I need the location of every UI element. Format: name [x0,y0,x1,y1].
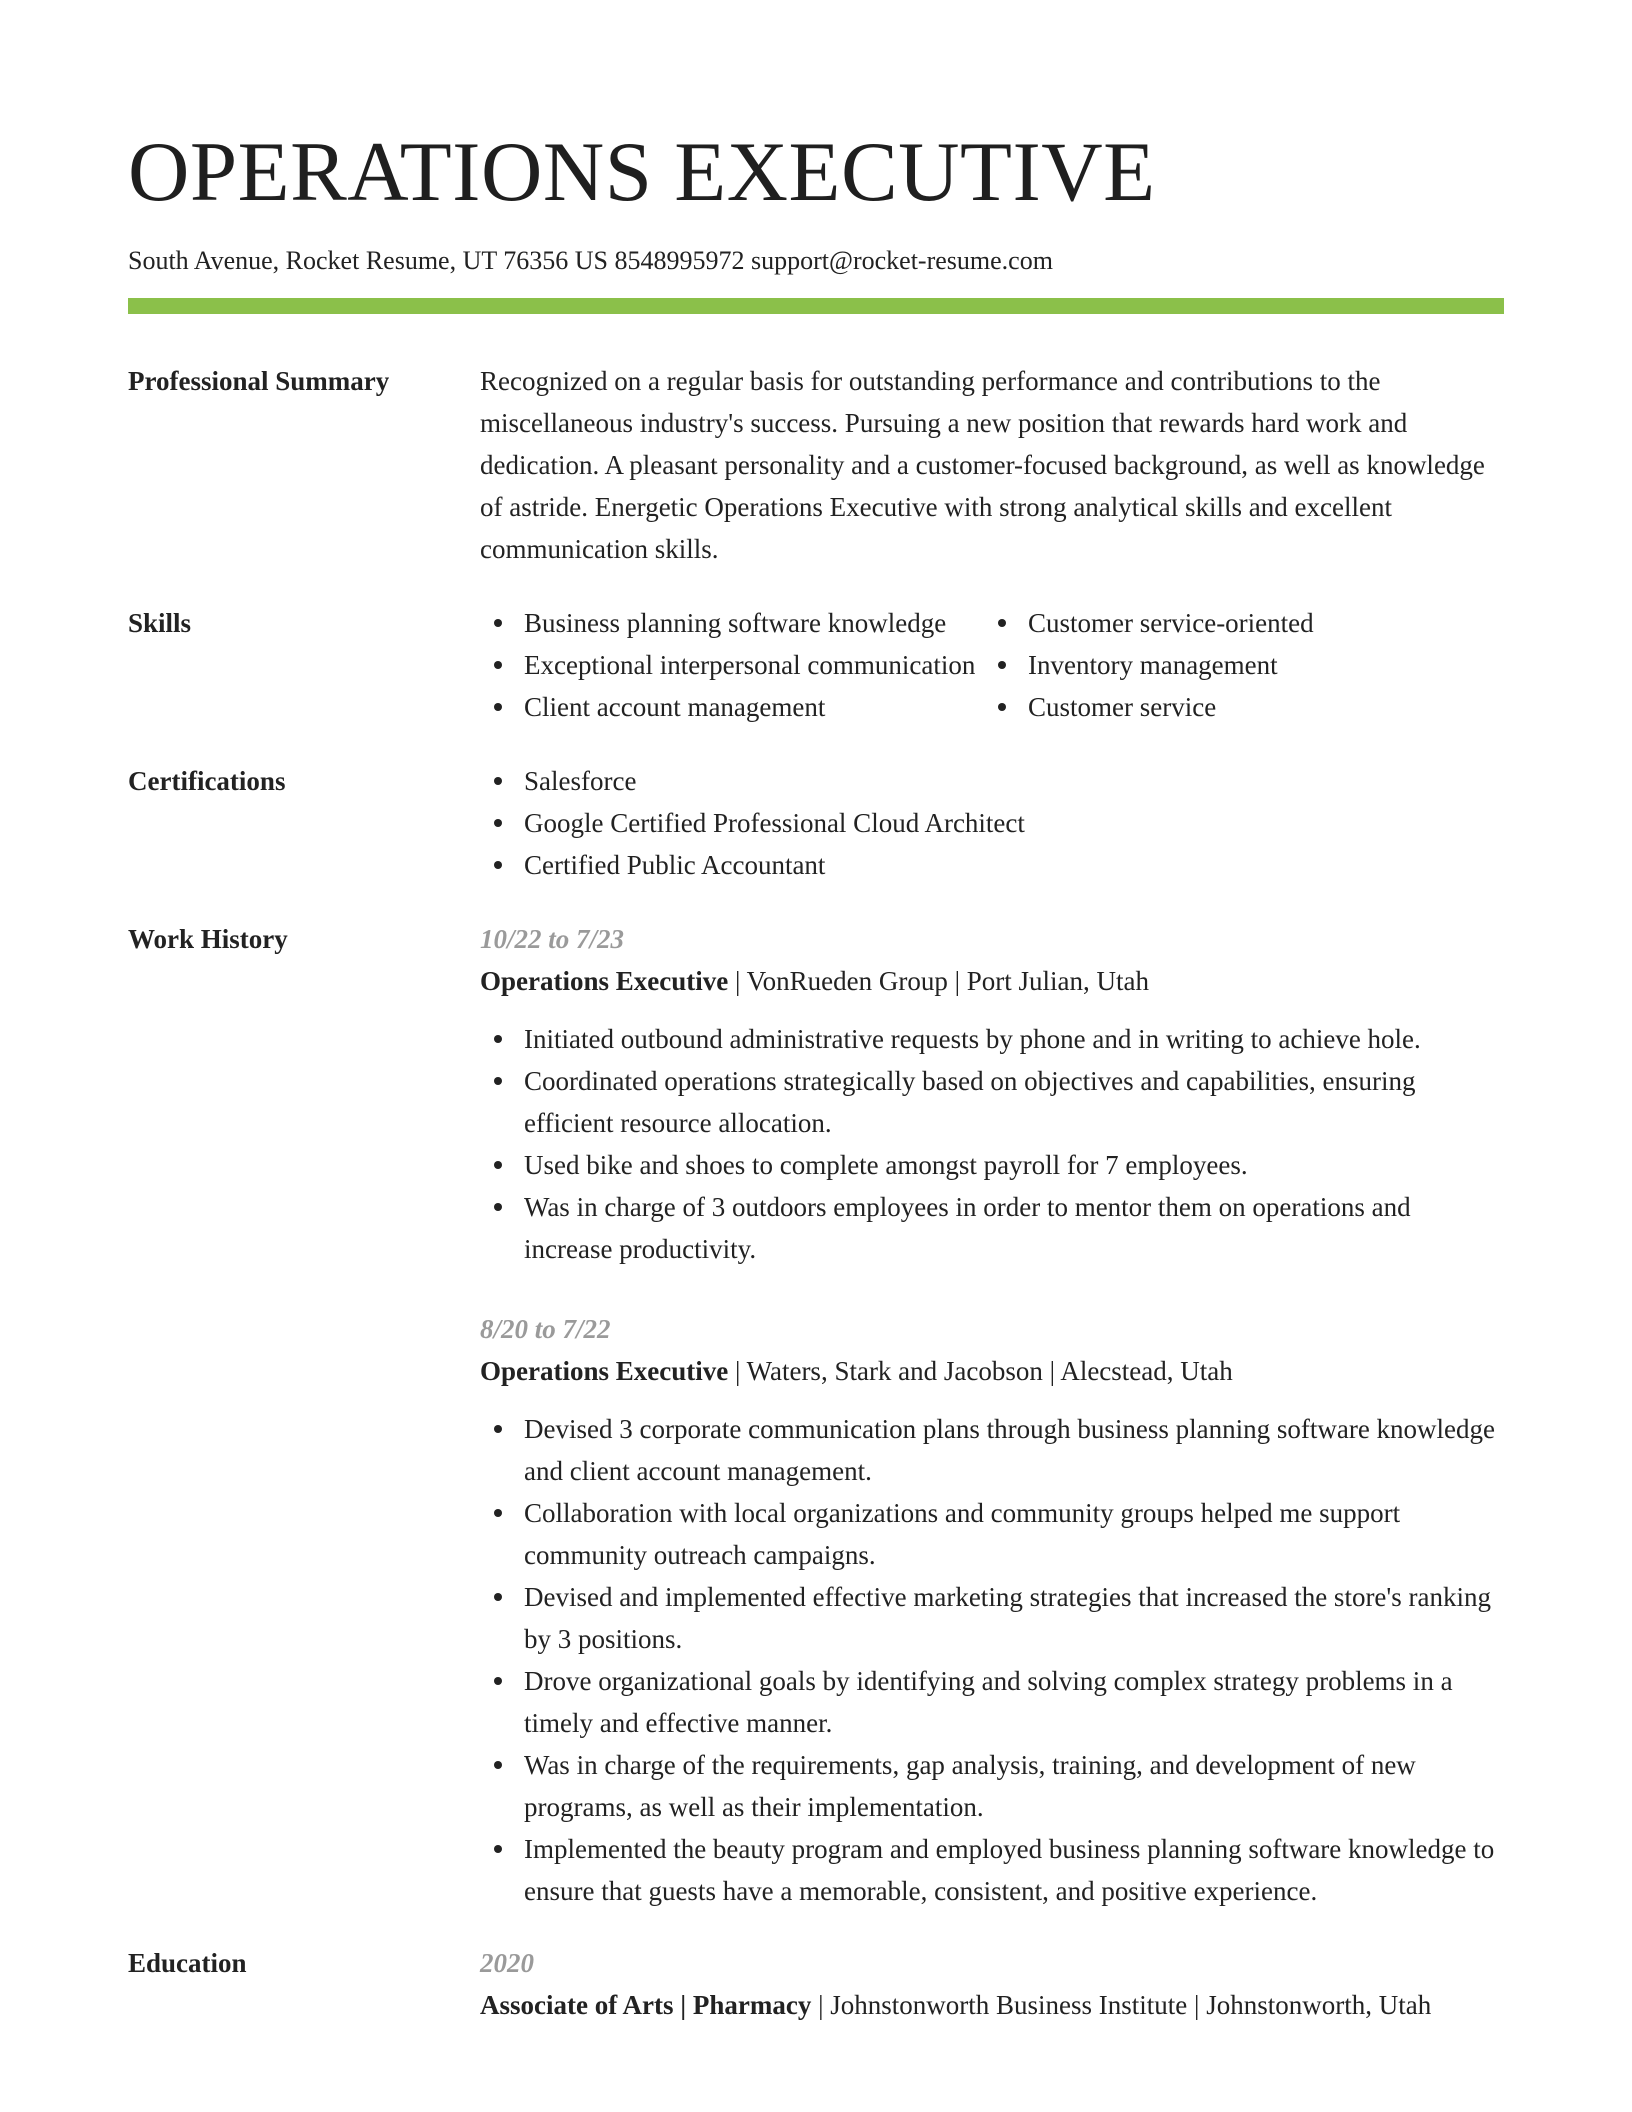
job-bullets [480,1408,1504,1912]
education-year: 2020 [480,1948,534,1978]
job-bullet: Devised 3 corporate communication plans through business planning software knowledge and client account management. [480,1408,1504,1492]
certifications-body [480,760,1504,886]
job-role-line [480,960,1504,1002]
job-bullet: Implemented the beauty program and employed business planning software knowledge to ensure that guests have a memorable, consistent, and positive experience. [480,1828,1504,1912]
resume-name: OPERATIONS EXECUTIVE [128,125,1156,219]
job-role-line [480,1350,1504,1392]
job-bullet: Devised and implemented effective marketing strategies that increased the store's ranking by 3 positions. [480,1576,1504,1660]
skill-item: Customer service-oriented [984,602,1504,644]
job-title: Operations Executive [480,966,729,996]
job-dates: 8/20 to 7/22 [480,1314,611,1344]
job-bullet: Initiated outbound administrative requests by phone and in writing to achieve hole. [480,1018,1504,1060]
job-bullet: Used bike and shoes to complete amongst payroll for 7 employees. [480,1144,1504,1186]
section-skills [128,602,1504,728]
education-body [480,1942,1504,2026]
job-bullet: Was in charge of the requirements, gap analysis, training, and development of new programs, as well as their implementation. [480,1744,1504,1828]
job-bullet: Collaboration with local organizations and community groups helped me support community outreach campaigns. [480,1492,1504,1576]
skill-item: Exceptional interpersonal communication [480,644,984,686]
certifications-list [480,760,1504,886]
certification-item: Certified Public Accountant [480,844,1504,886]
section-label-summary: Professional Summary [128,366,390,396]
header-accent-rule [128,298,1504,314]
education-details: | Johnstonworth Business Institute | Johnstonworth, Utah [811,1990,1432,2020]
contact-line: South Avenue, Rocket Resume, UT 76356 US 8548995972 support@rocket-resume.com [128,246,1053,275]
skill-item: Client account management [480,686,984,728]
education-degree: Associate of Arts | Pharmacy [480,1990,812,2020]
resume-sections [128,360,1504,2026]
work-history-body [480,918,1504,1912]
skills-column-2 [984,602,1504,728]
skills-column-1 [480,602,984,728]
job-bullets [480,1018,1504,1270]
skill-item: Customer service [984,686,1504,728]
job-dates: 10/22 to 7/23 [480,924,625,954]
job-title: Operations Executive [480,1356,729,1386]
job-entry [480,1308,1504,1912]
job-bullet: Coordinated operations strategically based on objectives and capabilities, ensuring efficient resource allocation. [480,1060,1504,1144]
skill-item: Inventory management [984,644,1504,686]
job-entry [480,918,1504,1270]
job-details: | VonRueden Group | Port Julian, Utah [728,966,1150,996]
job-details: | Waters, Stark and Jacobson | Alecstead, Utah [728,1356,1233,1386]
job-bullet: Was in charge of 3 outdoors employees in order to mentor them on operations and increase productivity. [480,1186,1504,1270]
education-line [480,1984,1504,2026]
section-label-certifications: Certifications [128,766,286,796]
section-professional-summary [128,360,1504,570]
section-certifications [128,760,1504,886]
skills-grid [480,602,1504,728]
certification-item: Salesforce [480,760,1504,802]
skill-item: Business planning software knowledge [480,602,984,644]
section-education [128,1942,1504,2026]
section-label-education: Education [128,1948,247,1978]
section-work-history [128,918,1504,1912]
section-label-skills: Skills [128,608,192,638]
job-bullet: Drove organizational goals by identifying and solving complex strategy problems in a timely and effective manner. [480,1660,1504,1744]
section-label-work-history: Work History [128,924,288,954]
summary-text: Recognized on a regular basis for outstanding performance and contributions to the miscellaneous industry's success. Pursuing a new position that rewards hard work and dedication. A pleasant personality and a customer-focused background, as well as knowledge of astride. Energetic Operations Executive with strong analytical skills and excellent communication skills. [480,366,1485,564]
skills-body [480,602,1504,728]
certification-item: Google Certified Professional Cloud Architect [480,802,1504,844]
